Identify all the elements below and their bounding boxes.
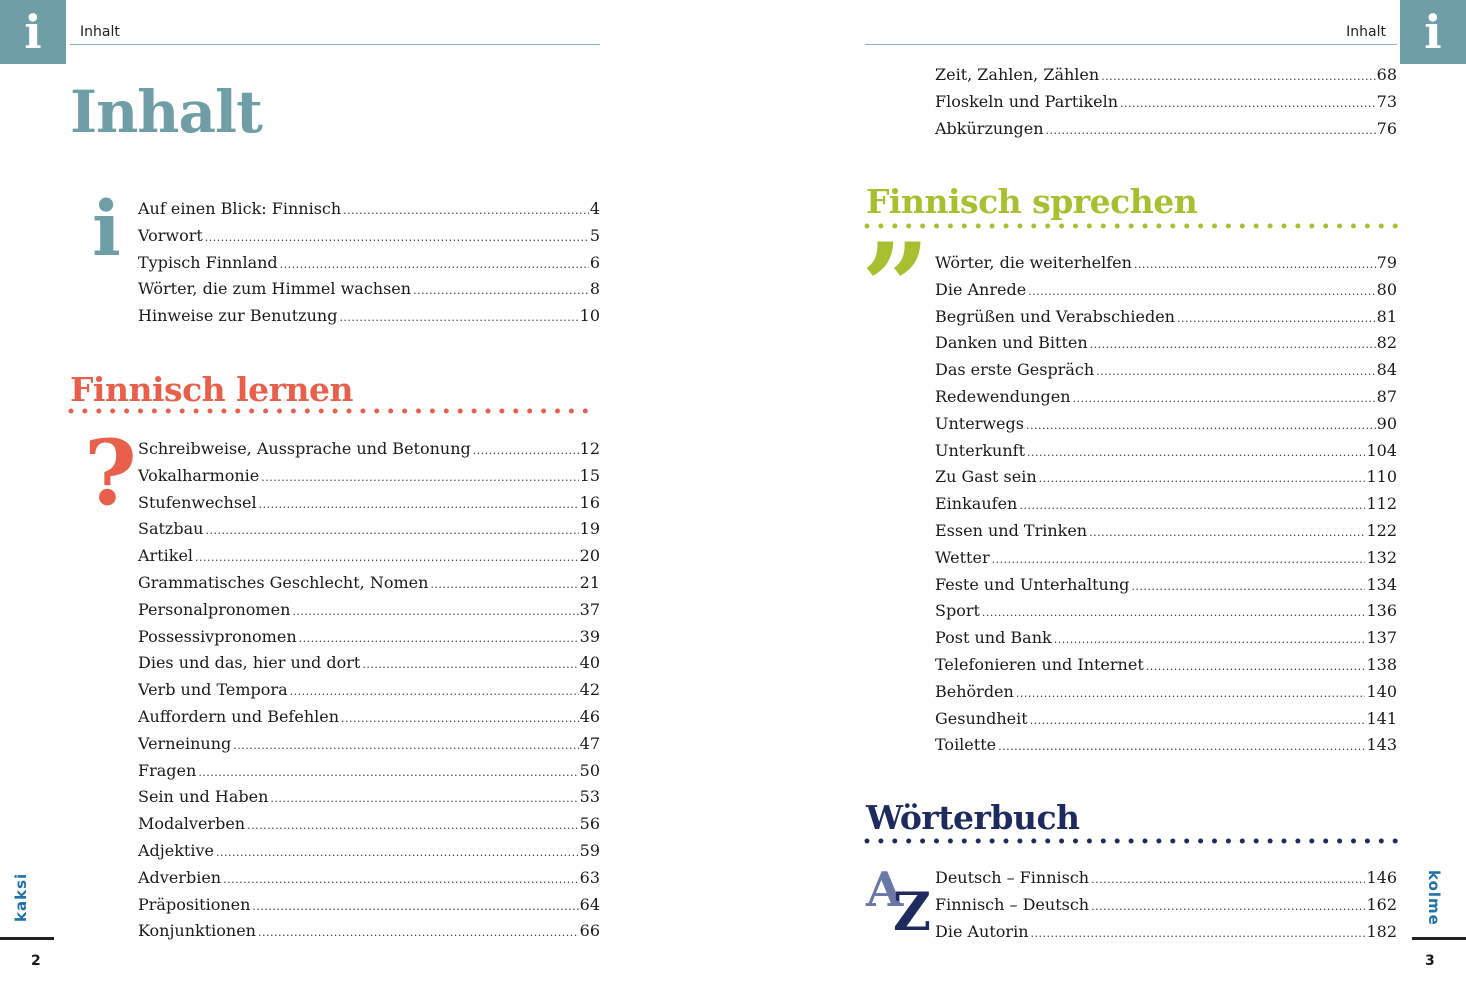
toc-leader-dots <box>252 894 578 921</box>
toc-entry-title: Possessivpronomen <box>138 626 297 646</box>
toc-entry <box>138 677 600 704</box>
toc-entry-page: 39 <box>579 626 600 646</box>
toc-entry-page: 82 <box>1376 333 1397 353</box>
toc-leader-dots <box>1026 413 1376 440</box>
toc-entry-title: Typisch Finnland <box>138 252 278 272</box>
toc-leader-dots <box>413 278 589 305</box>
toc-entry-title: Stufenwechsel <box>138 492 257 512</box>
toc-leader-dots <box>1131 574 1365 601</box>
toc-entry <box>138 811 600 838</box>
toc-entry <box>935 732 1397 759</box>
toc-entry <box>138 570 600 597</box>
toc-entry-title: Vorwort <box>138 225 203 245</box>
toc-entry-page: 141 <box>1366 708 1397 728</box>
header-rule <box>865 44 1397 45</box>
toc-leader-dots <box>339 305 578 332</box>
toc-leader-dots <box>195 545 579 572</box>
toc-entry-page: 81 <box>1376 306 1397 326</box>
toc-leader-dots <box>1096 359 1376 386</box>
toc-entry-page: 140 <box>1366 681 1397 701</box>
toc-leader-dots <box>1146 654 1366 681</box>
footer-rule <box>0 937 54 940</box>
toc-entry <box>138 436 600 463</box>
toc-leader-dots <box>982 600 1366 627</box>
running-head: Inhalt <box>1346 24 1386 40</box>
toc-entry-title: Vokalharmonie <box>138 465 260 485</box>
toc-entry <box>935 357 1397 384</box>
toc-entry-page: 132 <box>1366 547 1397 567</box>
toc-entry-page: 64 <box>579 894 600 914</box>
toc-leader-dots <box>270 786 578 813</box>
toc-entry-title: Grammatisches Geschlecht, Nomen <box>138 572 429 592</box>
z-letter-icon: Z <box>893 882 931 943</box>
toc-entry-page: 76 <box>1376 118 1397 138</box>
toc-entry <box>138 543 600 570</box>
toc-entry-page: 73 <box>1376 91 1397 111</box>
intro-toc <box>138 196 600 330</box>
toc-entry-title: Telefonieren und Internet <box>935 654 1144 674</box>
toc-entry-title: Behörden <box>935 681 1014 701</box>
toc-entry-title: Abkürzungen <box>935 118 1044 138</box>
toc-entry-page: 40 <box>579 653 600 673</box>
toc-leader-dots <box>1089 520 1365 547</box>
toc-entry <box>138 704 600 731</box>
info-tab-icon: i <box>0 0 66 64</box>
toc-entry-page: 59 <box>579 840 600 860</box>
toc-entry-title: Zu Gast sein <box>935 467 1037 487</box>
question-mark-icon: ? <box>84 420 137 526</box>
toc-entry-title: Adjektive <box>138 840 214 860</box>
toc-leader-dots <box>1046 118 1376 145</box>
toc-entry-title: Personalpronomen <box>138 599 291 619</box>
footer-rule <box>1412 937 1466 940</box>
toc-entry <box>138 516 600 543</box>
toc-entry <box>138 784 600 811</box>
toc-entry-page: 112 <box>1366 494 1397 514</box>
toc-entry <box>935 116 1397 143</box>
toc-entry-title: Adverbien <box>138 867 222 887</box>
toc-leader-dots <box>258 920 579 947</box>
toc-entry <box>935 304 1397 331</box>
toc-entry <box>935 491 1397 518</box>
toc-entry <box>935 464 1397 491</box>
page-number: 2 <box>31 953 41 969</box>
toc-entry-title: Modalverben <box>138 814 246 834</box>
toc-entry <box>138 731 600 758</box>
toc-leader-dots <box>1134 252 1376 279</box>
toc-leader-dots <box>205 225 589 252</box>
toc-entry <box>935 411 1397 438</box>
toc-entry-page: 42 <box>579 680 600 700</box>
toc-entry-title: Zeit, Zahlen, Zählen <box>935 65 1100 84</box>
toc-leader-dots <box>292 599 578 626</box>
toc-entry-page: 50 <box>579 760 600 780</box>
toc-leader-dots <box>1031 921 1366 948</box>
toc-entry-page: 137 <box>1366 628 1397 648</box>
toc-entry-page: 46 <box>579 706 600 726</box>
toc-entry-title: Floskeln und Partikeln <box>935 91 1119 111</box>
toc-entry-title: Redewendungen <box>935 386 1071 406</box>
toc-entry <box>935 919 1397 946</box>
continued-toc <box>935 62 1397 142</box>
quote-mark-icon: ” <box>861 217 931 358</box>
toc-leader-dots <box>341 706 579 733</box>
toc-entry-page: 63 <box>579 867 600 887</box>
toc-leader-dots <box>1091 894 1365 921</box>
toc-entry <box>935 679 1397 706</box>
toc-entry <box>935 384 1397 411</box>
toc-entry-title: Einkaufen <box>935 494 1018 514</box>
toc-entry-page: 80 <box>1376 279 1397 299</box>
toc-entry-page: 37 <box>579 599 600 619</box>
toc-entry-title: Die Autorin <box>935 921 1029 941</box>
toc-entry <box>935 518 1397 545</box>
toc-leader-dots <box>1030 708 1366 735</box>
toc-entry <box>138 758 600 785</box>
page-word-kaksi: kaksi <box>12 872 30 922</box>
toc-entry <box>138 650 600 677</box>
toc-leader-dots <box>1120 91 1376 118</box>
toc-entry-title: Konjunktionen <box>138 921 256 941</box>
toc-entry-page: 143 <box>1366 735 1397 755</box>
toc-leader-dots <box>1039 466 1366 493</box>
toc-entry-page: 122 <box>1366 520 1397 540</box>
page-title: Inhalt <box>70 78 262 146</box>
toc-entry-page: 104 <box>1366 440 1397 460</box>
toc-leader-dots <box>998 734 1365 761</box>
finnisch-sprechen-toc <box>935 250 1397 759</box>
toc-entry-page: 19 <box>579 519 600 539</box>
toc-entry-title: Fragen <box>138 760 197 780</box>
toc-leader-dots <box>1016 681 1366 708</box>
toc-leader-dots <box>430 572 578 599</box>
toc-entry <box>138 918 600 945</box>
toc-entry-page: 87 <box>1376 386 1397 406</box>
running-head: Inhalt <box>80 24 120 40</box>
toc-entry-title: Feste und Unterhaltung <box>935 574 1130 594</box>
toc-leader-dots <box>1054 627 1366 654</box>
toc-entry-title: Unterkunft <box>935 440 1025 460</box>
toc-entry <box>935 598 1397 625</box>
toc-entry-title: Auf einen Blick: Finnisch <box>138 199 342 218</box>
toc-leader-dots <box>259 492 579 519</box>
toc-entry-page: 15 <box>579 465 600 485</box>
toc-entry-page: 4 <box>589 199 600 218</box>
toc-leader-dots <box>1090 332 1376 359</box>
toc-leader-dots <box>261 465 578 492</box>
section-title-finnisch-lernen: Finnisch lernen <box>70 370 354 409</box>
toc-leader-dots <box>362 652 578 679</box>
toc-entry-title: Toilette <box>935 735 997 755</box>
toc-leader-dots <box>198 760 578 787</box>
section-dotted-rule <box>68 408 602 414</box>
toc-leader-dots <box>1027 440 1365 467</box>
toc-entry-page: 84 <box>1376 360 1397 380</box>
toc-entry <box>138 838 600 865</box>
toc-entry <box>935 572 1397 599</box>
toc-entry-page: 47 <box>579 733 600 753</box>
a-letter-icon: A <box>866 862 904 918</box>
toc-entry-page: 20 <box>579 546 600 566</box>
toc-leader-dots <box>247 813 579 840</box>
toc-entry-title: Begrüßen und Verabschieden <box>935 306 1175 326</box>
toc-entry <box>935 706 1397 733</box>
toc-leader-dots <box>205 518 578 545</box>
toc-entry-title: Dies und das, hier und dort <box>138 653 361 673</box>
toc-leader-dots <box>216 840 579 867</box>
right-page <box>733 0 1466 1000</box>
toc-entry <box>935 652 1397 679</box>
toc-entry-title: Artikel <box>138 546 194 566</box>
toc-entry <box>138 276 600 303</box>
woerterbuch-toc <box>935 865 1397 945</box>
toc-entry <box>138 303 600 330</box>
toc-entry <box>138 463 600 490</box>
toc-entry-title: Wörter, die zum Himmel wachsen <box>138 279 412 299</box>
toc-entry <box>138 490 600 517</box>
toc-leader-dots <box>280 252 589 279</box>
toc-entry <box>138 597 600 624</box>
toc-entry-page: 138 <box>1366 654 1397 674</box>
toc-entry-page: 162 <box>1366 894 1397 914</box>
toc-entry-title: Sport <box>935 601 980 621</box>
toc-entry <box>935 438 1397 465</box>
info-icon: i <box>92 184 121 273</box>
toc-leader-dots <box>233 733 578 760</box>
header-rule <box>70 44 600 45</box>
toc-entry-title: Hinweise zur Benutzung <box>138 306 338 326</box>
toc-entry-title: Schreibweise, Aussprache und Betonung <box>138 439 471 458</box>
toc-entry <box>138 865 600 892</box>
info-tab-icon: i <box>1400 0 1466 64</box>
toc-entry-page: 134 <box>1366 574 1397 594</box>
toc-entry-page: 5 <box>589 225 600 245</box>
toc-leader-dots <box>473 438 579 465</box>
toc-entry-page: 12 <box>579 439 600 458</box>
toc-entry <box>935 892 1397 919</box>
toc-entry <box>138 223 600 250</box>
toc-entry-title: Präpositionen <box>138 894 251 914</box>
toc-entry-title: Die Anrede <box>935 279 1027 299</box>
toc-entry-title: Essen und Trinken <box>935 520 1088 540</box>
toc-entry-page: 16 <box>579 492 600 512</box>
toc-leader-dots <box>1073 386 1376 413</box>
toc-entry-title: Sein und Haben <box>138 787 269 807</box>
toc-entry-title: Post und Bank <box>935 628 1052 648</box>
toc-entry <box>138 196 600 223</box>
toc-entry-title: Danken und Bitten <box>935 333 1088 353</box>
toc-leader-dots <box>992 547 1366 574</box>
toc-entry <box>935 545 1397 572</box>
toc-entry <box>935 277 1397 304</box>
finnisch-lernen-toc <box>138 436 600 945</box>
section-title-woerterbuch: Wörterbuch <box>866 798 1080 837</box>
toc-entry-page: 10 <box>579 306 600 326</box>
toc-leader-dots <box>1177 306 1376 333</box>
toc-entry-page: 90 <box>1376 413 1397 433</box>
toc-leader-dots <box>299 626 579 653</box>
toc-entry-page: 6 <box>589 252 600 272</box>
toc-entry-title: Finnisch – Deutsch <box>935 894 1090 914</box>
toc-entry-page: 136 <box>1366 601 1397 621</box>
toc-entry <box>935 89 1397 116</box>
toc-entry-title: Satzbau <box>138 519 204 539</box>
page-word-kolme: kolme <box>1425 870 1443 926</box>
toc-entry-title: Verb und Tempora <box>138 680 288 700</box>
toc-entry-page: 21 <box>579 572 600 592</box>
toc-entry-title: Deutsch – Finnisch <box>935 868 1090 887</box>
toc-entry-title: Unterwegs <box>935 413 1024 433</box>
toc-entry-page: 53 <box>579 787 600 807</box>
section-title-finnisch-sprechen: Finnisch sprechen <box>866 182 1198 221</box>
toc-entry <box>935 62 1397 89</box>
toc-leader-dots <box>1101 64 1375 91</box>
section-dotted-rule <box>864 223 1399 229</box>
toc-leader-dots <box>343 198 589 225</box>
toc-entry-title: Wetter <box>935 547 990 567</box>
toc-entry <box>138 892 600 919</box>
toc-entry-page: 182 <box>1366 921 1397 941</box>
toc-entry-title: Auffordern und Befehlen <box>138 706 340 726</box>
section-dotted-rule <box>864 838 1399 844</box>
toc-entry-page: 110 <box>1366 467 1397 487</box>
toc-leader-dots <box>290 679 579 706</box>
toc-leader-dots <box>1019 493 1365 520</box>
toc-leader-dots <box>1091 867 1365 894</box>
toc-entry-page: 66 <box>579 921 600 941</box>
toc-entry-title: Wörter, die weiterhelfen <box>935 253 1132 272</box>
toc-entry <box>935 250 1397 277</box>
toc-entry-page: 68 <box>1376 65 1397 84</box>
toc-entry-title: Gesundheit <box>935 708 1028 728</box>
toc-entry <box>935 865 1397 892</box>
toc-entry-page: 146 <box>1366 868 1397 887</box>
toc-entry <box>138 624 600 651</box>
toc-entry <box>935 330 1397 357</box>
toc-entry-page: 79 <box>1376 253 1397 272</box>
toc-leader-dots <box>1028 279 1375 306</box>
toc-entry <box>138 250 600 277</box>
toc-entry-page: 8 <box>589 279 600 299</box>
toc-entry <box>935 625 1397 652</box>
toc-entry-title: Verneinung <box>138 733 232 753</box>
toc-leader-dots <box>223 867 579 894</box>
toc-entry-page: 56 <box>579 814 600 834</box>
toc-entry-title: Das erste Gespräch <box>935 360 1095 380</box>
page-number: 3 <box>1425 953 1435 969</box>
